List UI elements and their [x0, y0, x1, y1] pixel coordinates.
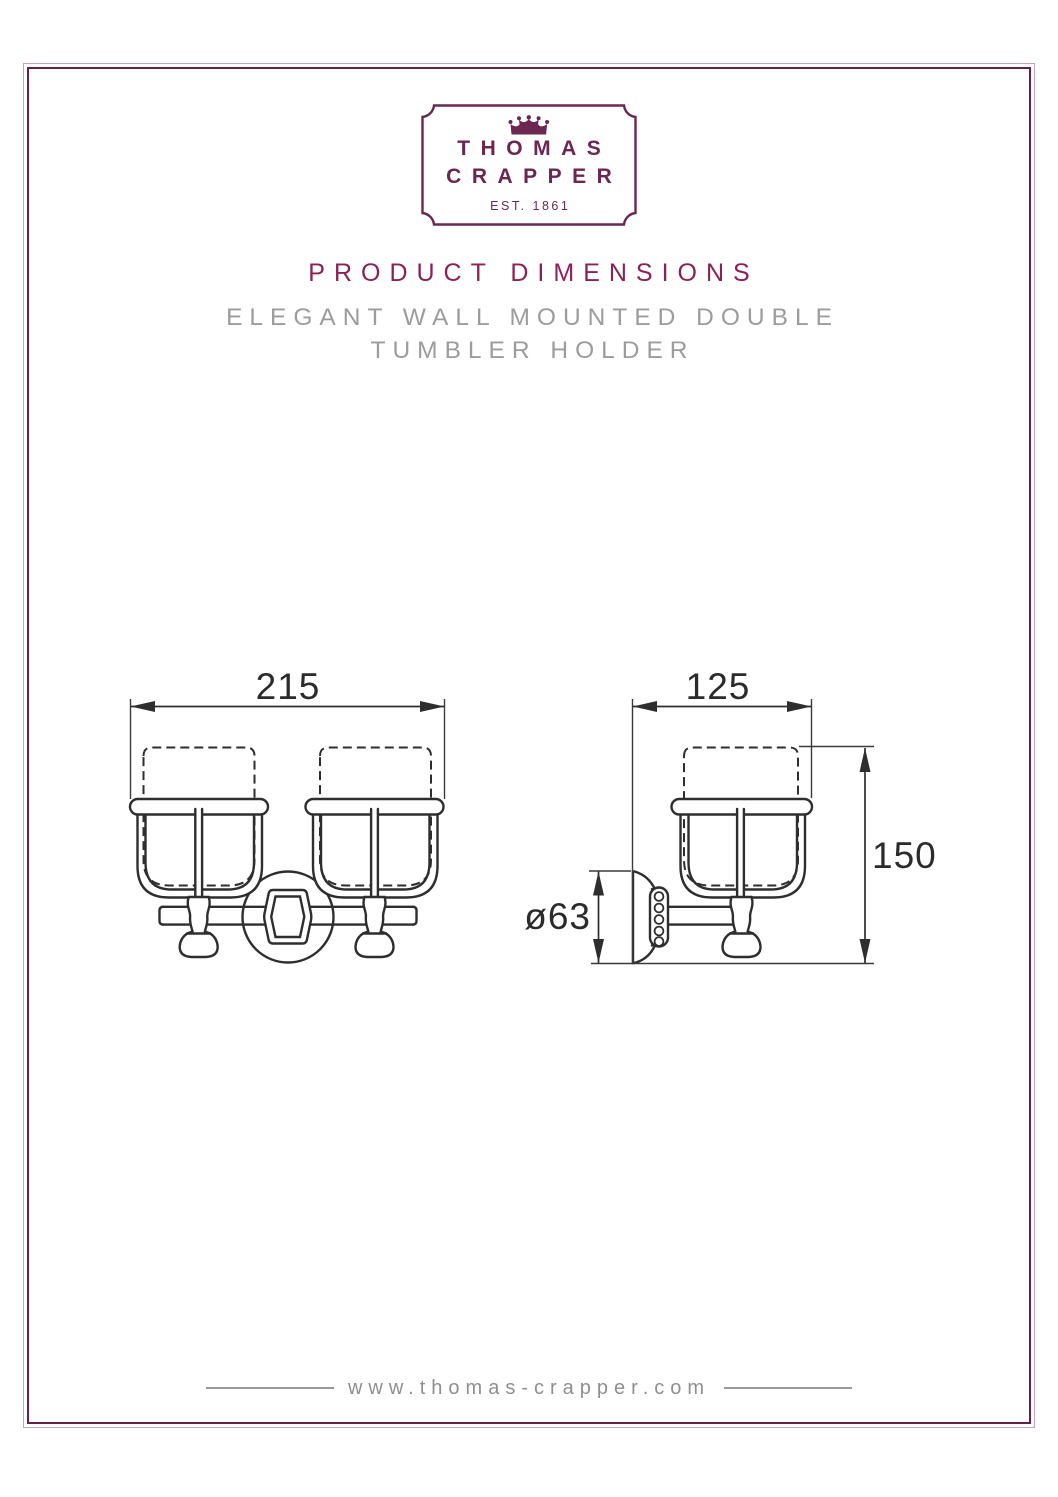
side-view-drawing	[524, 666, 937, 964]
wall-plate	[633, 872, 668, 964]
brand-name-line1: THOMAS	[457, 137, 612, 160]
page-title: PRODUCT DIMENSIONS	[308, 259, 759, 287]
website-url: www.thomas-crapper.com	[347, 1376, 711, 1399]
left-stem	[195, 809, 202, 897]
footer-rule-left	[206, 1387, 334, 1389]
footer	[0, 1372, 1058, 1404]
mounting-arm	[660, 907, 736, 925]
hex-boss	[264, 890, 311, 944]
front-width-dimension	[131, 666, 445, 799]
brand-established: EST. 1861	[490, 199, 571, 213]
side-height-label: 150	[872, 835, 937, 876]
dim-arrow-right	[420, 701, 445, 712]
plate-diameter-dimension	[524, 871, 631, 963]
side-depth-label: 125	[685, 666, 751, 707]
collar-beads	[655, 892, 664, 946]
plate-diameter-label: ø63	[524, 896, 591, 937]
right-stem	[371, 809, 378, 897]
side-stem	[737, 809, 744, 897]
dim-arrow-left	[131, 701, 156, 712]
dim-arrow-down	[860, 939, 871, 963]
dim-arrow-down	[593, 939, 604, 963]
dim-arrow-up	[860, 748, 871, 772]
dim-arrow-right	[787, 701, 812, 712]
product-name-line1: ELEGANT WALL MOUNTED DOUBLE	[226, 304, 839, 331]
dim-arrow-up	[593, 872, 604, 896]
brand-name-line2: CRAPPER	[446, 165, 623, 188]
front-width-label: 215	[255, 666, 321, 707]
footer-rule-right	[724, 1387, 852, 1389]
product-name-line2: TUMBLER HOLDER	[370, 337, 695, 364]
dim-arrow-left	[633, 701, 658, 712]
front-view-drawing	[130, 666, 445, 963]
